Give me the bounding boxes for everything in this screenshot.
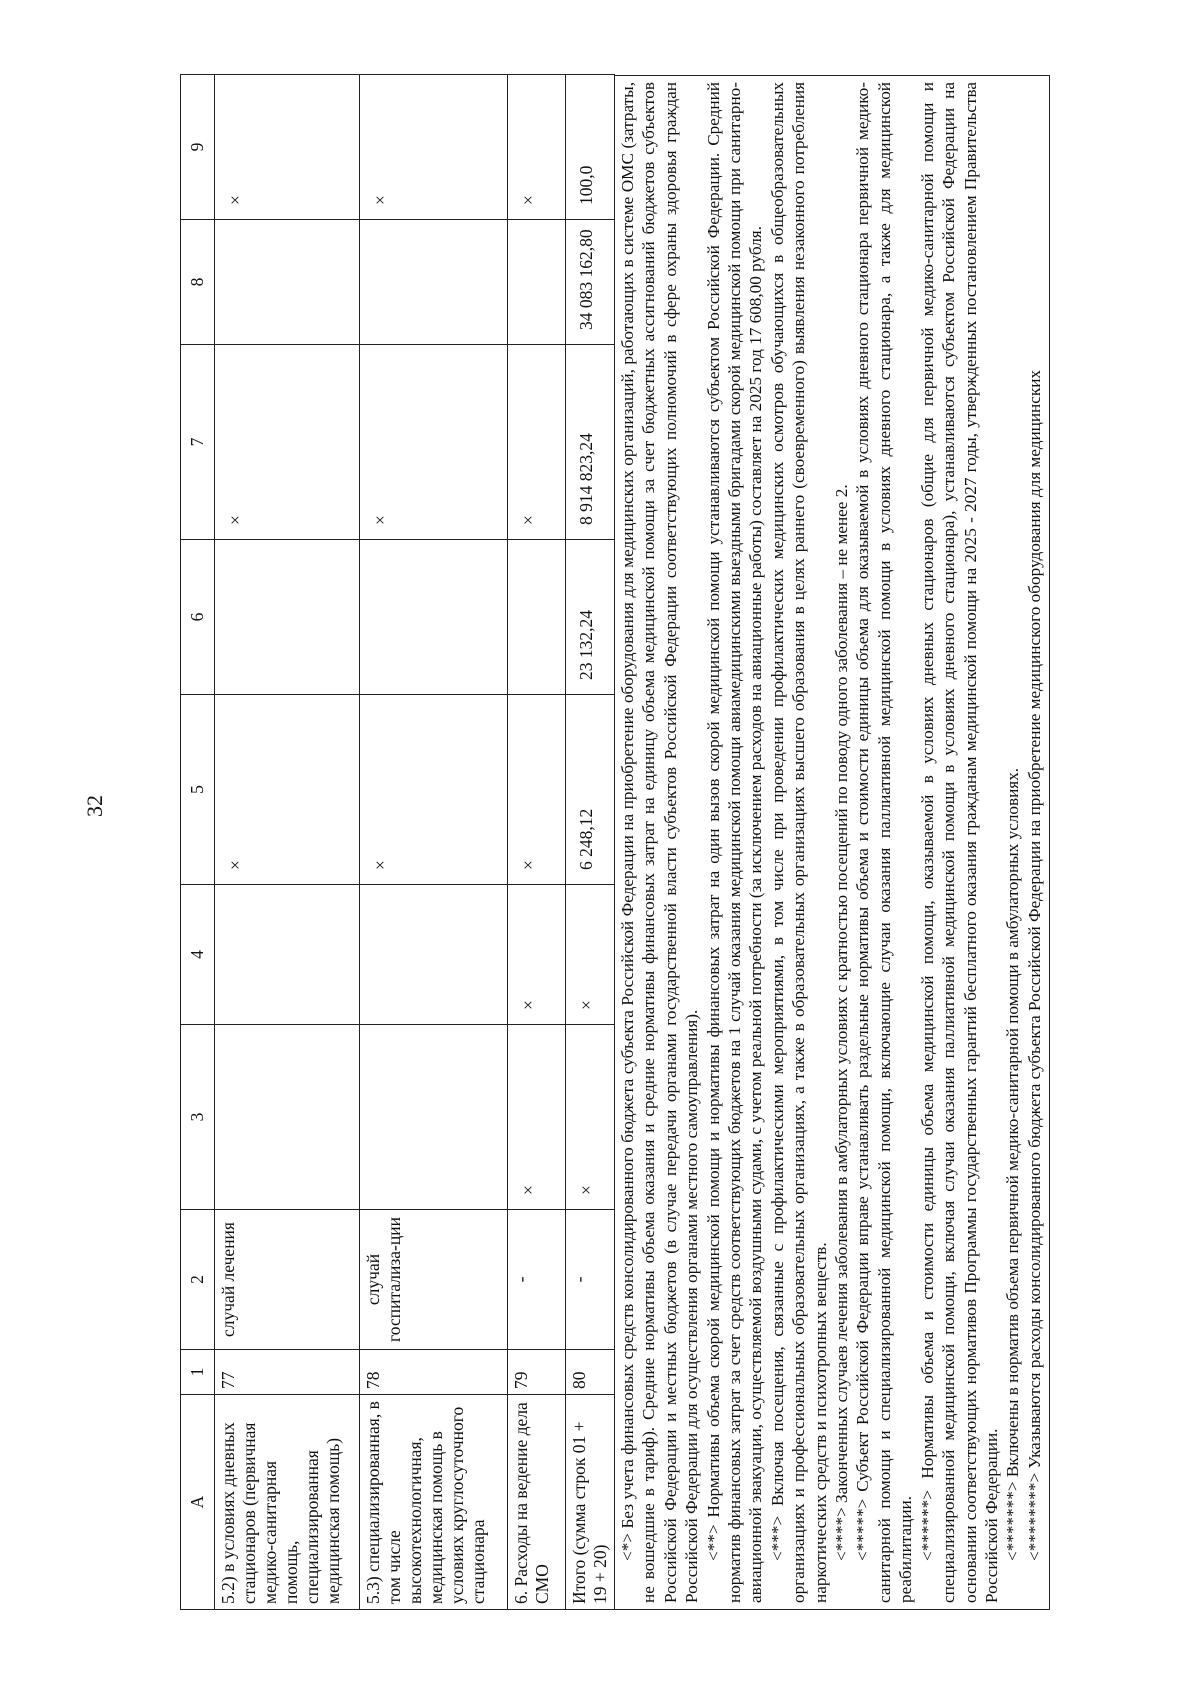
footnote: <*> Без учета финансовых средств консолидированного бюджета субъекта Российской Федерации на приобретение оборудования для медицинских организаций, работающих в системе ОМС (затраты, не вошедшие в тариф). Средние нормативы объема оказания и средние нормативы финансовых затрат на единицу объема медицинской помощи за счет бюджетных ассигнований бюджетов субъектов Российской Федерации и местных бюджетов (в случае передачи органами государственной власти субъектов Российской Федерации соответствующих полномочий в сфере охраны здоровья граждан Российской Федерации для осуществления органами местного самоуправления). xyxy=(618,82,702,1603)
row-code: 79 xyxy=(508,1350,566,1395)
table-cell: × xyxy=(215,75,360,220)
total-cell: 34 083 162,80 xyxy=(566,220,615,345)
table-cell: × xyxy=(215,695,360,885)
column-header: 3 xyxy=(181,1025,215,1210)
row-label: 6. Расходы на ведение дела СМО xyxy=(508,1395,566,1610)
table-header-row xyxy=(181,75,215,1610)
column-header: 6 xyxy=(181,540,215,695)
column-header: 2 xyxy=(181,1210,215,1350)
row-label: 5.3) специализированная, в том числе высокотехнологичная, медицинская помощь в условиях круглосуточного стационара xyxy=(360,1395,508,1610)
table-cell: × xyxy=(360,695,508,885)
table-cell: × xyxy=(508,75,566,220)
column-header: 1 xyxy=(181,1350,215,1395)
footnote: <****> Законченных случаев лечения заболевания в амбулаторных условиях с кратностью посещений по поводу одного заболевания – не менее 2. xyxy=(832,484,852,1561)
total-cell: 23 132,24 xyxy=(566,540,615,695)
rotated-page-content xyxy=(180,75,1100,1610)
row-label: 5.2) в условиях дневных стационаров (первичная медико-санитарная помощь, специализированная медицинская помощь) xyxy=(215,1395,360,1610)
table-cell: × xyxy=(566,1025,615,1210)
row-code: 77 xyxy=(215,1350,360,1395)
table-cell xyxy=(508,220,566,345)
table-cell: × xyxy=(508,885,566,1025)
row-label: Итого (сумма строк 01 + 19 + 20) xyxy=(566,1395,615,1610)
column-header: А xyxy=(181,1395,215,1610)
table-row xyxy=(508,75,566,1610)
row-code: 80 xyxy=(566,1350,615,1395)
table-cell: × xyxy=(215,345,360,540)
column-header: 4 xyxy=(181,885,215,1025)
table-cell xyxy=(215,220,360,345)
footnote: <******> Нормативы объема и стоимости единицы объема медицинской помощи, оказываемой в условиях дневных стационаров (общие для первичной медико-санитарной помощи и специализированной медицинской помощи, включая случаи оказания паллиативной медицинской помощи в условиях дневного стационара), устанавливаются субъектом Российской Федерации на основании соответствующих нормативов Программы государственных гарантий бесплатного оказания гражданам медицинской помощи на 2025 - 2027 годы, утвержденных постановлением Правительства Российской Федерации. xyxy=(917,82,1001,1603)
table-cell xyxy=(360,220,508,345)
table-cell xyxy=(360,885,508,1025)
table-cell xyxy=(215,1025,360,1210)
table-cell: × xyxy=(360,75,508,220)
column-header: 9 xyxy=(181,75,215,220)
footnotes xyxy=(615,75,1050,1610)
table-cell xyxy=(360,1025,508,1210)
table-row xyxy=(215,75,360,1610)
table-cell: × xyxy=(508,1025,566,1210)
row-code: 78 xyxy=(360,1350,508,1395)
footnote: <********> Указываются расходы консолидированного бюджета субъекта Российской Федерации на приобретение медицинского оборудования для медицинских xyxy=(1024,369,1044,1561)
unit-cell: случай лечения xyxy=(215,1210,360,1350)
unit-cell: случай госпитализа-ции xyxy=(360,1210,508,1350)
table-cell: × xyxy=(508,695,566,885)
total-cell: 100,0 xyxy=(566,75,615,220)
unit-cell: - xyxy=(508,1210,566,1350)
footnote: <*****> Субъект Российской Федерации вправе устанавливать раздельные нормативы объема и стоимости единицы объема для оказываемой в условиях дневного стационара первичной медико-санитарной помощи и специализированной медицинской помощи, включающие случаи оказания паллиативной медицинской помощи в условиях дневного стационара, а также для медицинской реабилитации. xyxy=(853,82,916,1603)
table-cell xyxy=(360,540,508,695)
table-cell: × xyxy=(566,885,615,1025)
table-cell xyxy=(508,540,566,695)
table-cell xyxy=(215,885,360,1025)
table-row xyxy=(360,75,508,1610)
unit-cell: - xyxy=(566,1210,615,1350)
total-cell: 8 914 823,24 xyxy=(566,345,615,540)
total-cell: 6 248,12 xyxy=(566,695,615,885)
column-header: 8 xyxy=(181,220,215,345)
column-header: 7 xyxy=(181,345,215,540)
page-number: 32 xyxy=(82,795,107,817)
footnote: <*******> Включены в норматив объема первичной медико-санитарной помощи в амбулаторных условиях. xyxy=(1003,767,1023,1561)
footnote: <**> Нормативы объема скорой медицинской помощи и нормативы финансовых затрат на один вызов скорой медицинской помощи устанавливаются субъектом Российской Федерации. Средний норматив финансовых затрат за счет средств соответствующих бюджетов на 1 случай оказания медицинской помощи авиамедицинскими выездными бригадами скорой медицинской помощи при санитарно-авиационной эвакуации, осуществляемой воздушными судами, с учетом реальной потребности (за исключением расходов на авиационные работы) составляет на 2025 год 17 608,00 рубля. xyxy=(703,82,766,1603)
table-row xyxy=(566,75,615,1610)
column-header: 5 xyxy=(181,695,215,885)
financing-table xyxy=(180,74,615,1610)
footnote: <***> Включая посещения, связанные с профилактическими мероприятиями, в том числе при проведении профилактических медицинских осмотров обучающихся в общеобразовательных организациях и профессиональных образовательных организациях, а также в образовательных организациях высшего образования в целях раннего (своевременного) выявления незаконного потребления наркотических средств и психотропных веществ. xyxy=(767,82,830,1603)
table-cell xyxy=(215,540,360,695)
table-cell: × xyxy=(508,345,566,540)
table-cell: × xyxy=(360,345,508,540)
